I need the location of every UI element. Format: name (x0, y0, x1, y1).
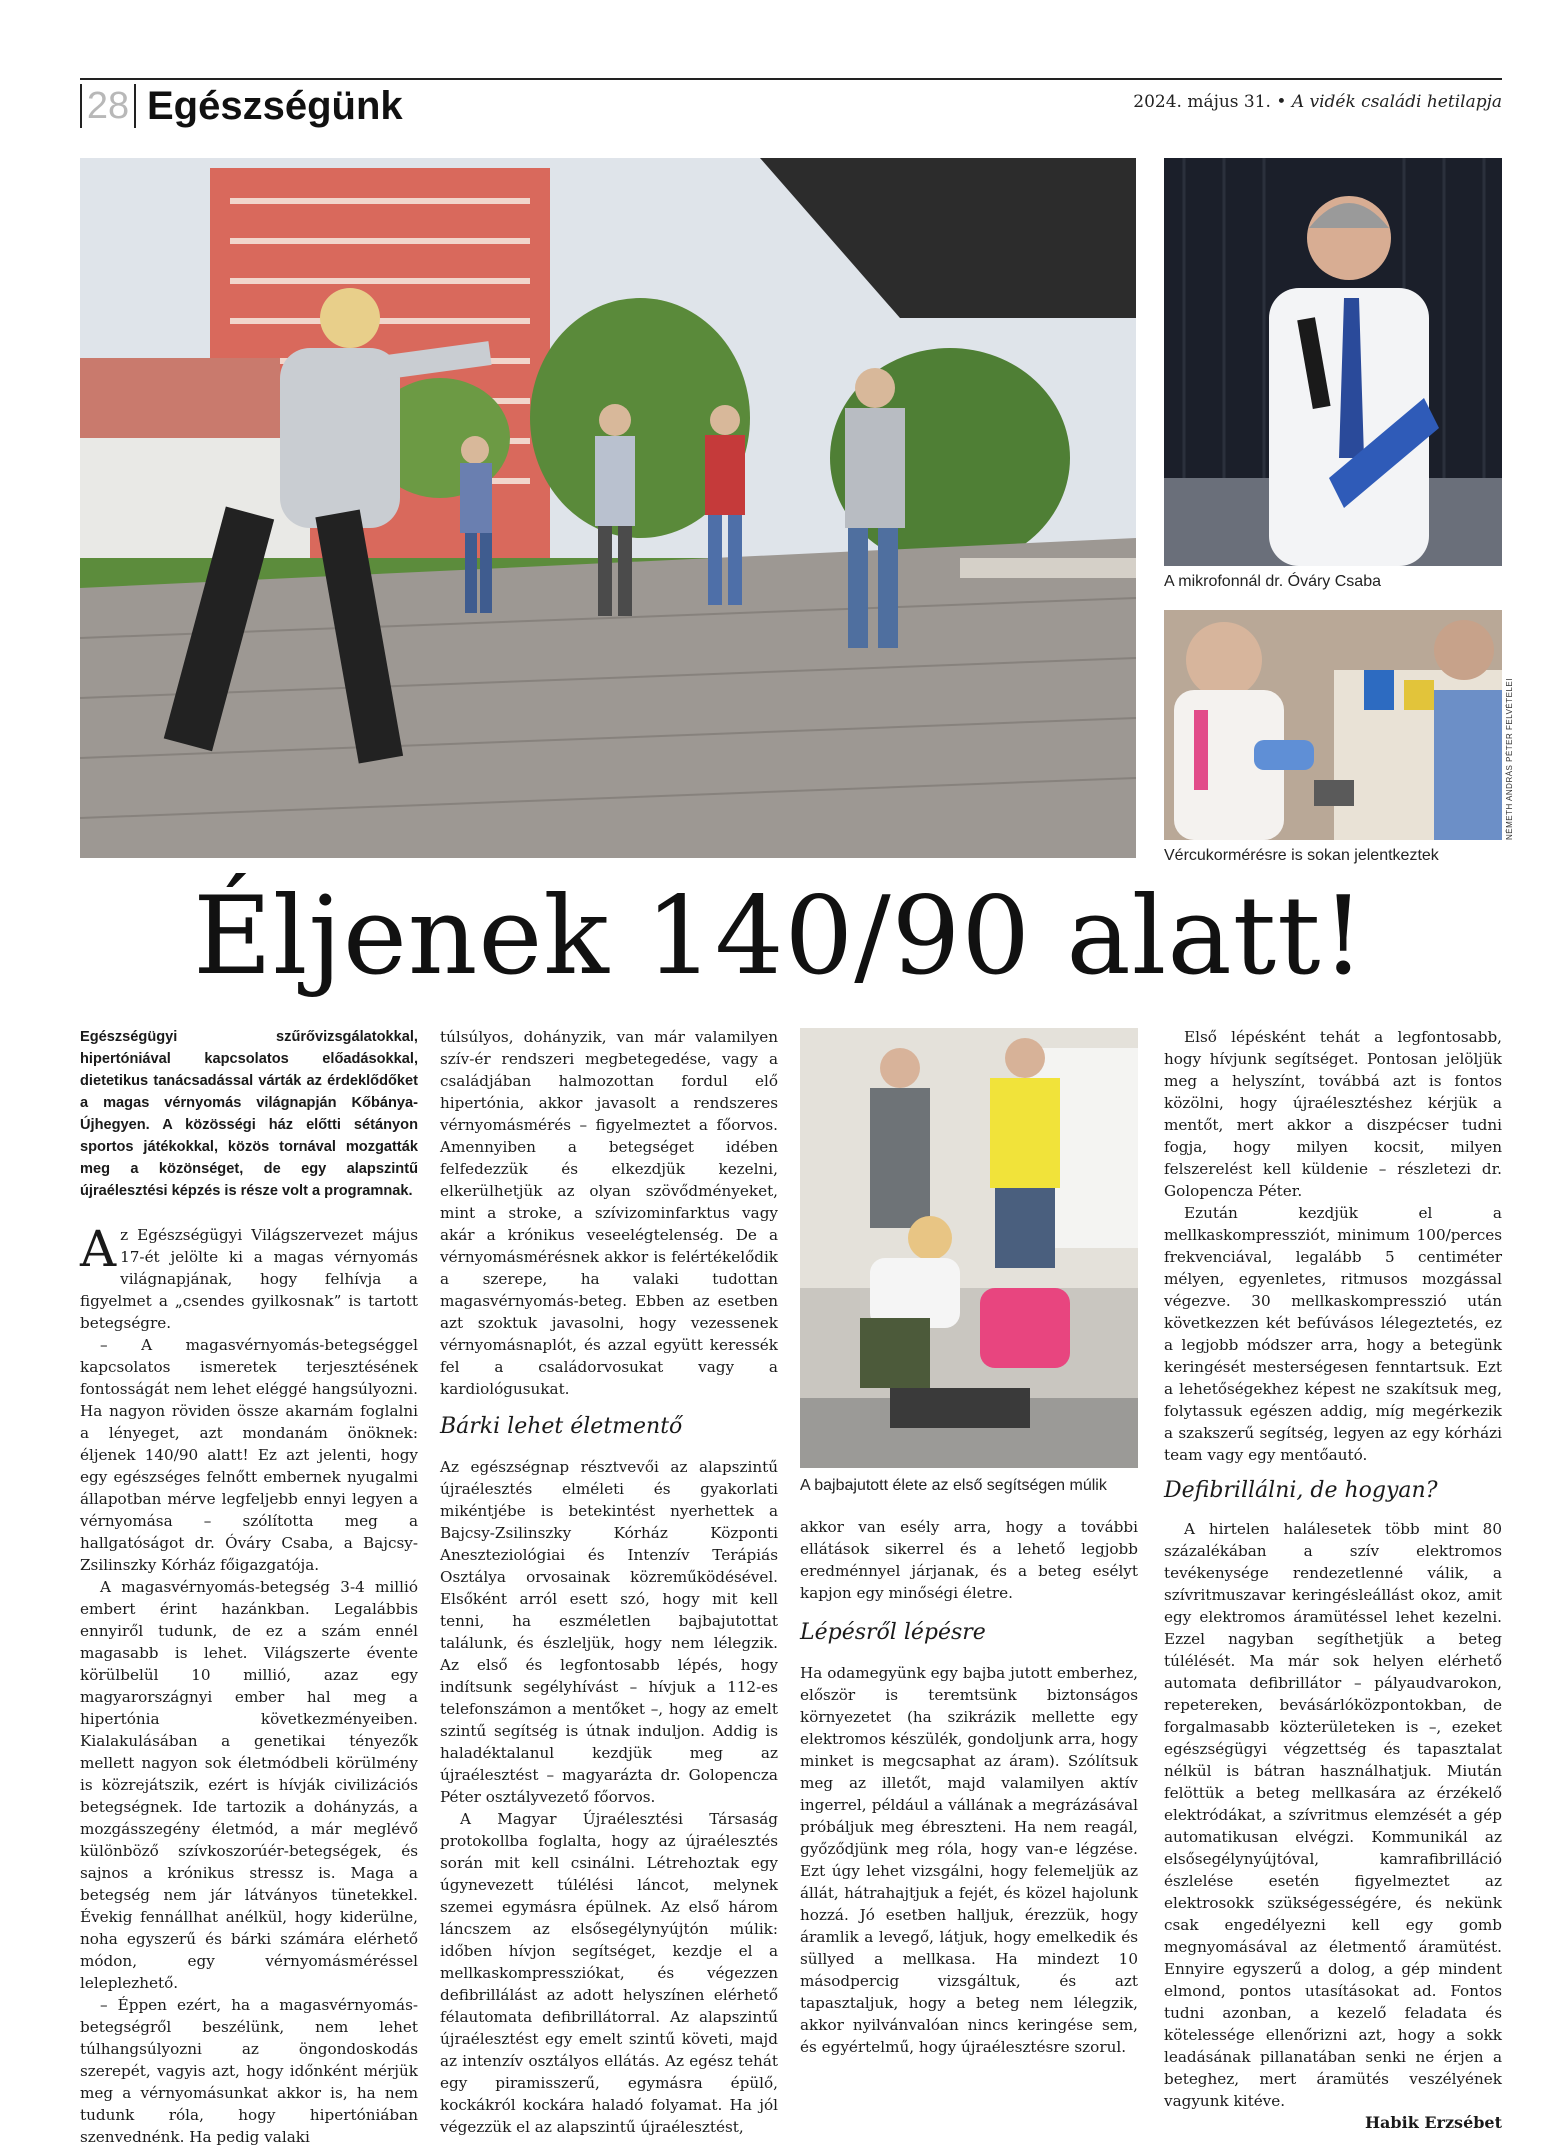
blood-sugar-illustration (1164, 610, 1502, 840)
col1-paragraph-1 (80, 1220, 418, 1334)
caption-speaker: A mikrofonnál dr. Óváry Csaba (1164, 573, 1381, 590)
issue-date: 2024. május 31. (1133, 92, 1271, 112)
subheading-lepesrol: Lépésről lépésre (800, 1620, 986, 1645)
col4-paragraph-3: A hirtelen halálesetek több mint 80 százalékában a szív elektromos tevékenysége rendezetlenné válik, a szívritmuszavar keringésleállást okoz, amit egy elektromos áramütéssel lehet kezelni. Ezzel nagyban segíthetjük a beteg túlélését. Ma már sok helyen elérhető automata defibrillátor – pályaudvarokon, repetereken, bevásárlóközpontokban, de forgalmasabb közterületeken is –, ezeket egészségügyi végzettség és tapasztalat nélkül is bátran használhatjuk. Miután felöttük a beteg mellkasára az érzékelő elektródákat, a szívritmus elemzését a gép automatikusan elvégzi. Kommunikál az elsősegélynyújtóval, kamrafibrilláció észlelése esetén figyelmeztet az elektrosokk szükségességére, és nekünk csak engedélyezni kell egy gomb megnyomásával az életmentő áramütést. Ennyire egyszerű a dolog, a gép mindent elmond, pontos utasításokat ad. Fontos tudni azonban, a kezelő feladata és kötelessége ellenőrizni azt, hogy a sokk leadásának pillanatában senki ne érjen a beteghez, mert áramütés veszélyének vagyunk kitéve. (1164, 1520, 1502, 2110)
photo-cpr-training (800, 1028, 1138, 1468)
col3-paragraph-1: akkor van esély arra, hogy a további ellátások sikerrel és a lehető legjobb eredménnyel járjanak, és a beteg esélyt kapjon egy minőségi életre. (800, 1518, 1138, 1602)
photo-credit: NÉMETH ANDRÁS PÉTER FELVÉTELEI (1505, 678, 1514, 840)
col2-paragraph-2: Az egészségnap résztvevői az alapszintű újraélesztés elméleti és gyakorlati mikéntjébe is betekintést nyerhettek a Bajcsy-Zsilinszky Kórház Központi Aneszteziológiai és Intenzív Terápiás Osztálya orvosainak közreműködésével. Elsőként arról esett szó, hogy mit kell tenni, ha eszméletlen bajbajutottat találunk, és észleljük, hogy nem lélegzik. Az első és legfontosabb lépés, hogy indítsunk segélyhívást – hívjuk a 112-es telefonszámon a mentőket –, hogy az emelt szintű segítség is útnak induljon. Addig is haladéktalanul kezdjük meg az újraélesztést – magyarázta dr. Golopencza Péter osztályvezető főorvos. (440, 1458, 778, 1806)
col2-paragraph-3: A Magyar Újraélesztési Társaság protokollba foglalta, hogy az újraélesztés során mit kell csinálni. Létrehoztak egy úgynevezett túlélési láncot, melynek szemei egymásra épülnek. Az első három láncszem az elsősegélynyújtón múlik: időben hívjon segítséget, kezdje el a mellkaskompressziókat, és végezzen defibrillálást az adott helyszínen elérhető félautomata defibrillátorral. Az alapszintű újraélesztést egy emelt szintű követi, majd az intenzív osztályos ellátás. Az egész tehát egy piramisszerű, egymásra épülő, kockákról kockára haladó folyamat. Ha jól végezzük el az alapszintű újraélesztést, (440, 1810, 778, 2136)
section-title: Egészségünk (147, 84, 403, 128)
caption-cpr: A bajbajutott élete az első segítségen múlik (800, 1477, 1107, 1494)
dropcap: A (80, 1220, 117, 1278)
exercise-illustration (80, 158, 1136, 858)
speaker-illustration (1164, 158, 1502, 566)
caption-blood-sugar: Vércukormérésre is sokan jelentkeztek (1164, 847, 1439, 864)
col1-paragraph-1-text: z Egészségügyi Világszervezet május 17-ét jelölte ki a magas vérnyomás világnapjának, hogy felhívja a figyelmet a „csendes gyilkosnak” is tartott betegségre. (80, 1226, 418, 1332)
column-3 (800, 1516, 1138, 2058)
col3-paragraph-2: Ha odamegyünk egy bajba jutott emberhez, először is teremtsünk biztonságos környezetet (ha szikrázik mellette egy elektromos készülék, gondoljunk arra, hogy minket is megcsaphat az áram). Szólítsuk meg az illetőt, majd valamilyen aktív ingerrel, például a vállának a megrázásával próbáljuk meg ébreszteni. Ha nem reagál, győződjünk meg róla, hogy van-e légzése. Ezt úgy lehet vizsgálni, hogy felemeljük az állát, hátrahajtjuk a fejét, és közel hajolunk hozzá. Jó esetben halljuk, érezzük, hogy áramlik a levegő, látjuk, hogy emelkedik és süllyed a mellkasa. Ha mindezt 10 másodpercig vizsgáltuk, és azt tapasztaljuk, hogy a beteg nem lélegzik, akkor nyilvánvalóan nincs keringése sem, és egyértelmű, hogy újraélesztésre szorul. (800, 1664, 1138, 2056)
lead-paragraph: Egészségügyi szűrővizsgálatokkal, hipertóniával kapcsolatos előadásokkal, dietetikus tanácsadással várták az érdeklődőket a magas vérnyomás világnapján Kőbánya-Újhegyen. A közösségi ház előtti sétányon sportos játékokkal, közös tornával mozgatták meg a közönséget, de egy alapszintű újraélesztési képzés is része volt a programnak. (80, 1029, 418, 1199)
photo-blood-sugar (1164, 610, 1502, 840)
header-rule (80, 78, 1502, 80)
publication-name: A vidék családi hetilapja (1291, 92, 1502, 112)
col2-paragraph-1: túlsúlyos, dohányzik, van már valamilyen szív-ér rendszeri megbetegedése, vagy a családjában halmozottan fordul elő hipertónia, akkor javasolt a rendszeres vérnyomásmérés – figyelmeztet a főorvos. Amennyiben a betegséget idében felfedezzük és elkezdjük kezelni, elkerülhetjük az olyan szövődményeket, mint a stroke, a szívizominfarktus vagy akár a krónikus veseelégtelenség. De a vérnyomásmérésnek akkor is felértékelődik a szerepe, ha valaki tudottan magasvérnyomás-beteg. Ebben az esetben azt szoktuk javasolni, hogy vezessenek vérnyomásnaplót, és azzal együtt keressék fel a családorvosukat vagy a kardiológusukat. (440, 1028, 778, 1398)
col4-paragraph-2: Ezután kezdjük el a mellkaskompressziót, minimum 100/perces frekvenciával, legalább 5 centiméter mélyen, egyenletes, ritmusos mozgással végezve. 30 mellkaskompresszió után következzen két befúvásos lélegeztetés, ez a legjobb módszer arra, hogy a betegünk keringését mesterségesen fenntartsuk. Ezt a lehetőségekhez képest ne szakítsuk meg, folytassuk egészen addig, míg megérkezik a szakszerű segítség, legyen az egy kórházi team vagy egy mentőautó. (1164, 1204, 1502, 1464)
photo-outdoor-exercise (80, 158, 1136, 858)
cpr-illustration (800, 1028, 1138, 1468)
page-number: 28 (80, 84, 136, 128)
column-1 (80, 1026, 418, 2148)
subheading-barki: Bárki lehet életmentő (440, 1414, 683, 1439)
dateline (1133, 90, 1502, 114)
col4-paragraph-1: Első lépésként tehát a legfontosabb, hogy hívjunk segítséget. Pontosan jelöljük meg a helyszínt, továbbá azt is fontos közölni, hogy újraélesztéshez kérjük a mentőt, mert akkor a diszpécser tudni fogja, hogy milyen kocsit, milyen felszerelést kell küldenie – részletezi dr. Golopencza Péter. (1164, 1028, 1502, 1200)
photo-speaker (1164, 158, 1502, 566)
subheading-defibrillalni: Defibrillálni, de hogyan? (1164, 1478, 1438, 1503)
column-4 (1164, 1026, 1502, 2134)
dateline-bullet: • (1276, 92, 1287, 112)
headline: Éljenek 140/90 alatt! (193, 874, 1366, 999)
col1-paragraph-2: – A magasvérnyomás-betegséggel kapcsolatos ismeretek terjesztésének fontosságát nem lehet eléggé hangsúlyozni. Ha nagyon röviden össze akarnám foglalni a lényeget, azt mondanám önöknek: éljenek 140/90 alatt! Ez azt jelenti, hogy egy egészséges felnőtt embernek nyugalmi állapotban mérve legfeljebb ennyi legyen a vérnyomása – szólította meg a hallgatóságot dr. Óváry Csaba, a Bajcsy-Zsilinszky Kórház főigazgatója. (80, 1336, 418, 1574)
col1-paragraph-4: – Éppen ezért, ha a magasvérnyomás-betegségről beszélünk, nem lehet túlhangsúlyozni az öngondoskodás szerepét, vagyis azt, hogy időnként mérjük meg a vérnyomásunkat akkor is, ha nem tudunk róla, hogy hipertóniában szenvednénk. Ha pedig valaki (80, 1996, 418, 2146)
column-2 (440, 1026, 778, 2138)
author-byline: Habik Erzsébet (1364, 2113, 1502, 2132)
col1-paragraph-3: A magasvérnyomás-betegség 3-4 millió embert érint hazánkban. Legalábbis ennyiről tudunk, de ez a szám ennél magasabb is lehet. Világszerte évente körülbelül 10 millió, azaz egy magyarországnyi ember hal meg a hipertónia következményeiben. Kialakulásában a genetikai tényezők mellett nagyon sok életmódbeli körülmény is közrejátszik, ezért is hívják civilizációs betegségnek. Ide tartozik a dohányzás, a mozgásszegény életmód, a már meglévő különböző szívkoszorúér-betegségek, és sajnos a krónikus stressz is. Maga a betegség nem jár látványos tünetekkel. Évekig fennállhat anélkül, hogy kiderülne, noha egyszerű és bárki számára elérhető módon, egy vérnyomásméréssel leleplezhető. (80, 1578, 418, 1992)
